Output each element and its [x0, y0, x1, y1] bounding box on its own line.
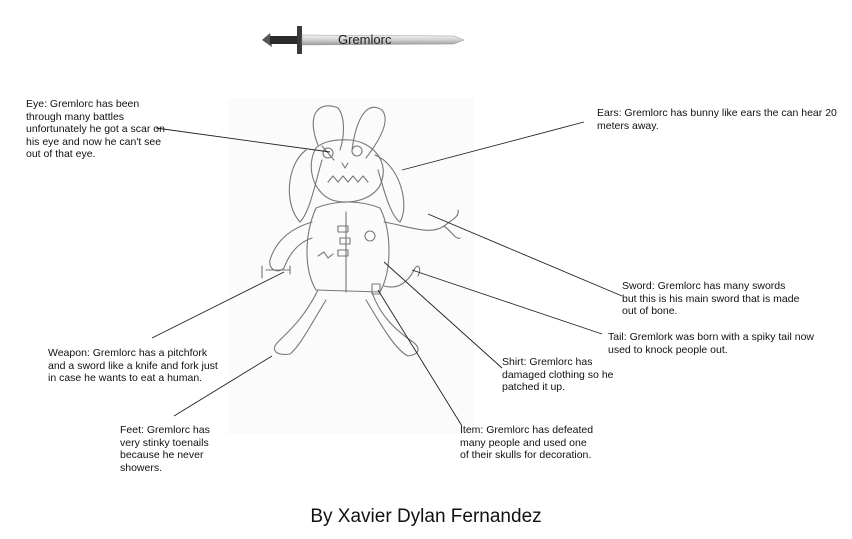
weapon-annotation: Weapon: Gremlorc has a pitchfork and a sword like a knife and fork just in case he wants to eat a human. [48, 347, 218, 384]
eye-annotation: Eye: Gremlorc has been through many battles unfortunately he got a scar on his eye and now he can't see out of that eye. [26, 98, 165, 160]
page-title: Gremlorc [338, 32, 392, 47]
sword-annotation: Sword: Gremlorc has many swords but this is his main sword that is made out of bone. [622, 280, 800, 317]
feet-annotation: Feet: Gremlorc has very stinky toenails because he never showers. [120, 424, 210, 474]
author-credit: By Xavier Dylan Fernandez [310, 506, 542, 527]
item-annotation: Item: Gremlorc has defeated many people and used one of their skulls for decoration. [460, 424, 594, 461]
tail-annotation: Tail: Gremlork was born with a spiky tail now used to knock people out. [608, 331, 814, 356]
ears-annotation: Ears: Gremlorc has bunny like ears the can hear 20 meters away. [597, 107, 837, 132]
shirt-annotation: Shirt: Gremlorc has damaged clothing so he patched it up. [502, 356, 614, 393]
